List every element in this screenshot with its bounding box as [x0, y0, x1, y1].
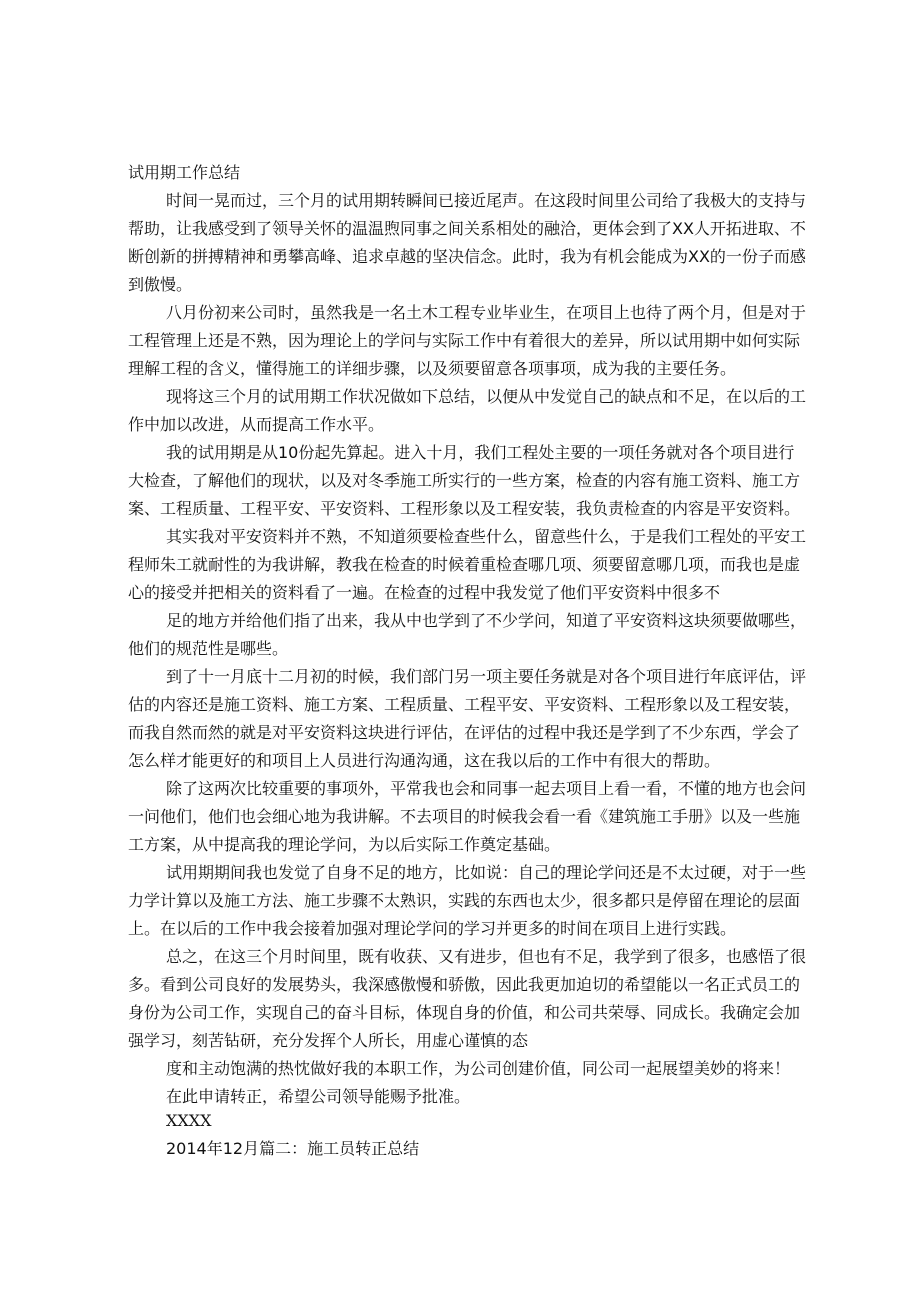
text-line: 试用期期间我也发觉了自身不足的地方，比如说：自己的理论学问还是不太过硬，对于一些 — [166, 863, 807, 882]
text-line: 除了这两次比较重要的事项外，平常我也会和同事一起去项目上看一看，不懂的地方也会问 — [166, 779, 807, 798]
text-line: 我的试用期是从10份起先算起。进入十月，我们工程处主要的一项任务就对各个项目进行 — [166, 443, 795, 462]
text-line: 案、工程质量、工程平安、平安资料、工程形象以及工程安装，我负责检查的内容是平安资料。 — [128, 499, 801, 518]
text-line: 时间一晃而过，三个月的试用期转瞬间已接近尾声。在这段时间里公司给了我极大的支持与 — [166, 191, 807, 210]
text-line: 断创新的拼搏精神和勇攀高峰、追求卓越的坚决信念。此时，我为有机会能成为XX的一份子而感 — [128, 247, 806, 266]
text-line: 力学计算以及施工方法、施工步骤不太熟识，实践的东西也太少，很多都只是停留在理论的层面 — [128, 891, 801, 910]
text-line: 身份为公司工作，实现自己的奋斗目标，体现自身的价值，和公司共荣辱、同成长。我确定会加 — [128, 1003, 801, 1022]
text-line: 他们的规范性是哪些。 — [128, 639, 289, 658]
text-line: 心的接受并把相关的资料看了一遍。在检查的过程中我发觉了他们平安资料中很多不 — [128, 583, 721, 602]
signature-name: XXXX — [166, 1111, 212, 1130]
text-line: 上。在以后的工作中我会接着加强对理论学问的学习并更多的时间在项目上进行实践。 — [128, 919, 737, 938]
text-line: 怎么样才能更好的和项目上人员进行沟通沟通，这在我以后的工作中有很大的帮助。 — [128, 751, 721, 770]
text-line: 强学习，刻苦钻研，充分发挥个人所长，用虚心谨慎的态 — [128, 1031, 529, 1050]
text-line: 理解工程的含义，懂得施工的详细步骤，以及须要留意各项事项，成为我的主要任务。 — [128, 359, 737, 378]
text-line: 足的地方并给他们指了出来，我从中也学到了不少学问，知道了平安资料这块须要做哪些， — [166, 611, 807, 630]
text-line: 工方案，从中提高我的理论学问，为以后实际工作奠定基础。 — [128, 835, 561, 854]
text-line: 而我自然而然的就是对平安资料这块进行评估，在评估的过程中我还是学到了不少东西，学会了 — [128, 723, 801, 742]
text-line: 一问他们，他们也会细心地为我讲解。不去项目的时候我会看一看《建筑施工手册》以及一些施 — [128, 807, 801, 826]
text-line: 工程管理上还是不熟，因为理论上的学问与实际工作中有着很大的差异，所以试用期中如何实际 — [128, 331, 801, 350]
text-line: 程师朱工就耐性的为我讲解，教我在检查的时候着重检查哪几项、须要留意哪几项，而我也是虚 — [128, 555, 801, 574]
text-line: 总之，在这三个月时间里，既有收获、又有进步，但也有不足，我学到了很多，也感悟了很 — [166, 947, 807, 966]
text-line: 作中加以改进，从而提高工作水平。 — [128, 415, 385, 434]
text-line: 八月份初来公司时，虽然我是一名土木工程专业毕业生，在项目上也待了两个月，但是对于 — [166, 303, 807, 322]
text-line: 度和主动饱满的热忱做好我的本职工作，为公司创建价值，同公司一起展望美妙的将来！ — [166, 1059, 791, 1078]
text-line: 到傲慢。 — [128, 275, 193, 294]
text-line: 到了十一月底十二月初的时候，我们部门另一项主要任务就是对各个项目进行年底评估，评 — [166, 667, 807, 686]
document-title: 试用期工作总结 — [128, 163, 241, 182]
text-line: 其实我对平安资料并不熟，不知道须要检查些什么，留意些什么，于是我们工程处的平安工 — [166, 527, 807, 546]
text-line: 帮助，让我感受到了领导关怀的温温煦同事之间关系相处的融洽，更体会到了XX人开拓进取、不 — [128, 219, 806, 238]
text-line: 大检查，了解他们的现状，以及对冬季施工所实行的一些方案，检查的内容有施工资料、施工方 — [128, 471, 801, 490]
date-and-next-title: 2014年12月篇二：施工员转正总结 — [166, 1139, 420, 1158]
text-line: 估的内容还是施工资料、施工方案、工程质量、工程平安、平安资料、工程形象以及工程安装， — [128, 695, 801, 714]
text-line: 现将这三个月的试用期工作状况做如下总结，以便从中发觉自己的缺点和不足，在以后的工 — [166, 387, 807, 406]
text-line: 多。看到公司良好的发展势头，我深感傲慢和骄傲，因此我更加迫切的希望能以一名正式员工的 — [128, 975, 801, 994]
text-line: 在此申请转正，希望公司领导能赐予批准。 — [166, 1087, 471, 1106]
